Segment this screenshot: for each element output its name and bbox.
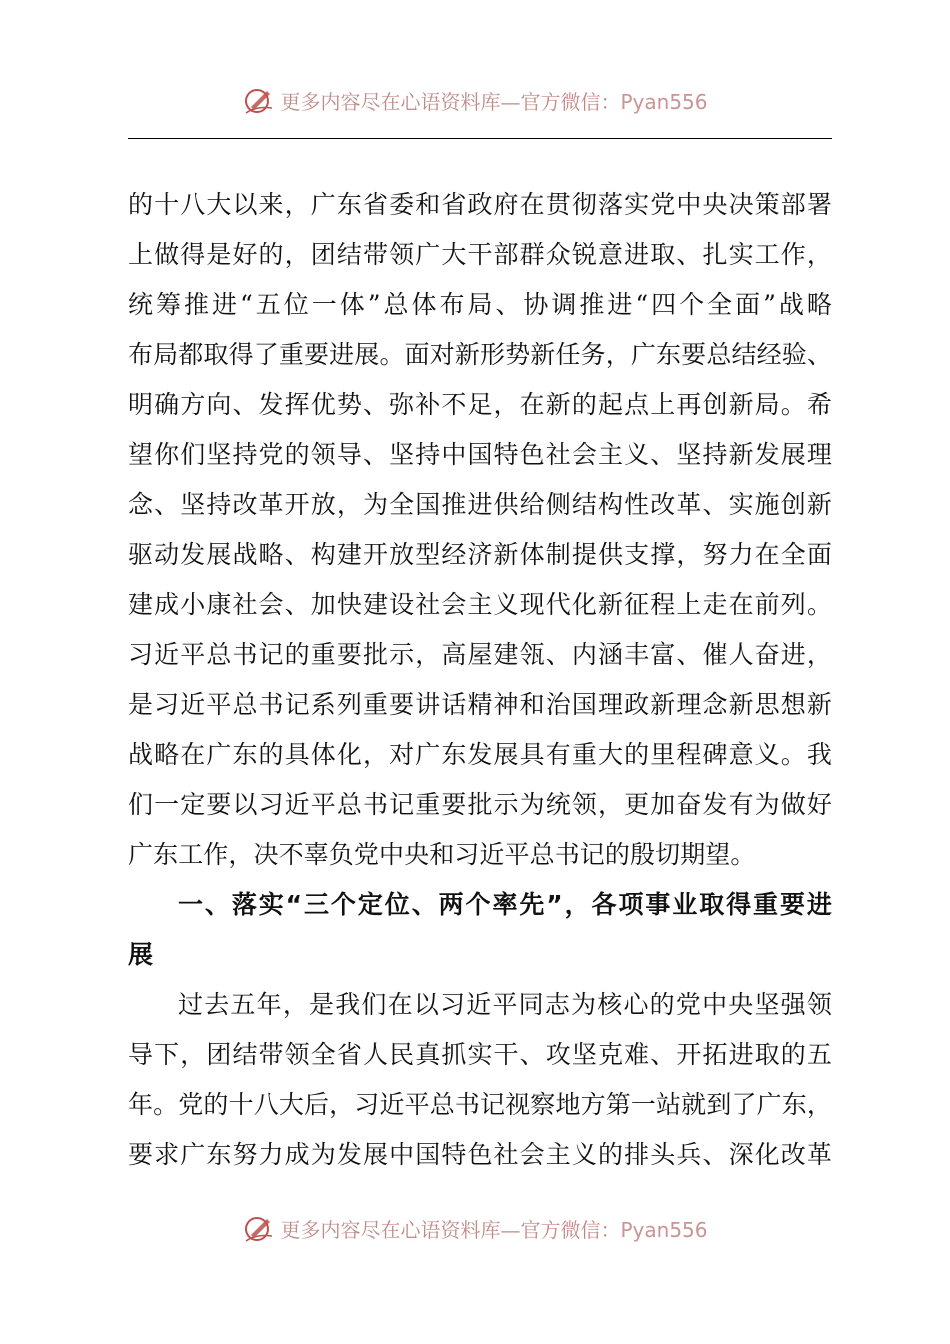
document-body xyxy=(128,185,832,1185)
text-line: 望你们坚持党的领导、坚持中国特色社会主义、坚持新发展理 xyxy=(128,440,832,469)
header-rule xyxy=(128,138,832,139)
text-line: 明确方向、发挥优势、弥补不足，在新的起点上再创新局。希 xyxy=(128,390,832,419)
section-heading xyxy=(128,885,832,985)
text-line: 要求广东努力成为发展中国特色社会主义的排头兵、深化改革 xyxy=(128,1140,832,1169)
pen-logo-icon xyxy=(242,86,276,121)
text-line: 导下，团结带领全省人民真抓实干、攻坚克难、开拓进取的五 xyxy=(128,1040,832,1069)
footer-watermark xyxy=(0,1214,950,1249)
text-line: 驱动发展战略、构建开放型经济新体制提供支撑，努力在全面 xyxy=(128,540,832,569)
watermark-text: 更多内容尽在心语资料库—官方微信： xyxy=(280,1218,621,1242)
text-line: 念、坚持改革开放，为全国推进供给侧结构性改革、实施创新 xyxy=(128,490,832,519)
heading-line: 展 xyxy=(128,940,154,969)
text-line: 布局都取得了重要进展。面对新形势新任务，广东要总结经验、 xyxy=(128,340,832,369)
text-line: 的十八大以来，广东省委和省政府在贯彻落实党中央决策部署 xyxy=(128,190,832,219)
paragraph xyxy=(128,985,832,1185)
text-line: 广东工作，决不辜负党中央和习近平总书记的殷切期望。 xyxy=(128,840,756,869)
paragraph-continuation xyxy=(128,185,832,885)
watermark-text: 更多内容尽在心语资料库—官方微信： xyxy=(280,90,621,114)
text-line: 战略在广东的具体化，对广东发展具有重大的里程碑意义。我 xyxy=(128,740,832,769)
text-line: 们一定要以习近平总书记重要批示为统领，更加奋发有为做好 xyxy=(128,790,832,819)
header-watermark xyxy=(0,86,950,121)
heading-line: 一、落实“三个定位、两个率先”，各项事业取得重要进 xyxy=(178,890,832,919)
text-line: 是习近平总书记系列重要讲话精神和治国理政新理念新思想新 xyxy=(128,690,832,719)
text-line: 统筹推进“五位一体”总体布局、协调推进“四个全面”战略 xyxy=(128,290,832,319)
watermark-handle: Pyan556 xyxy=(620,1218,708,1242)
text-line: 上做得是好的，团结带领广大干部群众锐意进取、扎实工作， xyxy=(128,240,832,269)
text-line: 年。党的十八大后，习近平总书记视察地方第一站就到了广东， xyxy=(128,1090,832,1119)
watermark-handle: Pyan556 xyxy=(620,90,708,114)
text-line: 过去五年，是我们在以习近平同志为核心的党中央坚强领 xyxy=(178,990,832,1019)
text-line: 建成小康社会、加快建设社会主义现代化新征程上走在前列。 xyxy=(128,590,832,619)
pen-logo-icon xyxy=(242,1214,276,1249)
text-line: 习近平总书记的重要批示，高屋建瓴、内涵丰富、催人奋进， xyxy=(128,640,832,669)
